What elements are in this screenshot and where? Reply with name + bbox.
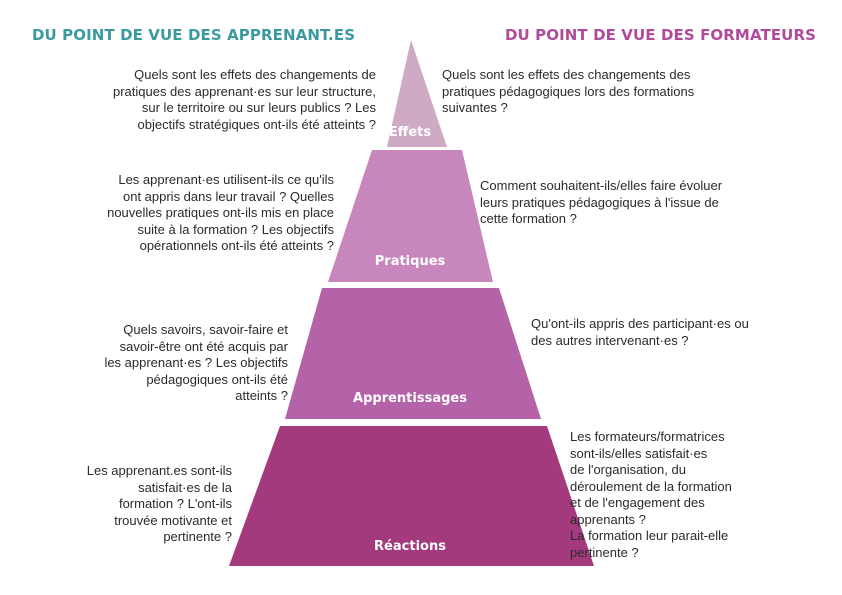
tier-pratiques-label: Pratiques: [374, 254, 446, 269]
learner-question-reactions: Les apprenant.es sont-ils satisfait·es de la formation ? L'ont-ils trouvée motivante et pertinente ?: [86, 463, 232, 544]
learner-question-effets: Quels sont les effets des changements de pratiques des apprenant·es sur leur structure, sur le territoire ou sur leurs publics ? Les objectifs stratégiques ont-ils été atteints ?: [112, 67, 376, 132]
trainer-question-effets: Quels sont les effets des changements des pratiques pédagogiques lors des formations suivantes ?: [442, 67, 695, 115]
learner-question-pratiques: Les apprenant·es utilisent-ils ce qu'ils ont appris dans leur travail ? Quelles nouvelles pratiques ont-ils mis en place suite à la formation ? Les objectifs opérationnels ont-ils été atteints ?: [107, 172, 334, 253]
trainer-perspective-header: DU POINT DE VUE DES FORMATEURS: [505, 26, 817, 44]
trainer-question-reactions: Les formateurs/formatrices sont-ils/elles satisfait·es de l'organisation, du déroulement de la formation et de l'engagement des apprenants ? La formation leur parait-elle pertinente ?: [570, 429, 732, 560]
trainer-question-apprentissages: Qu'ont-ils appris des participant·es ou des autres intervenant·es ?: [531, 316, 749, 348]
learner-perspective-header: DU POINT DE VUE DES APPRENANT.ES: [32, 26, 356, 44]
trainer-question-pratiques: Comment souhaitent-ils/elles faire évoluer leurs pratiques pédagogiques à l'issue de cette formation ?: [480, 178, 723, 226]
tier-apprentissages-label: Apprentissages: [353, 391, 467, 406]
learner-question-apprentissages: Quels savoirs, savoir-faire et savoir-être ont été acquis par les apprenant·es ? Les objectifs pédagogiques ont-ils été atteints ?: [104, 322, 288, 403]
tier-reactions-label: Réactions: [374, 539, 446, 554]
tier-effets-label: Effets: [388, 125, 432, 140]
